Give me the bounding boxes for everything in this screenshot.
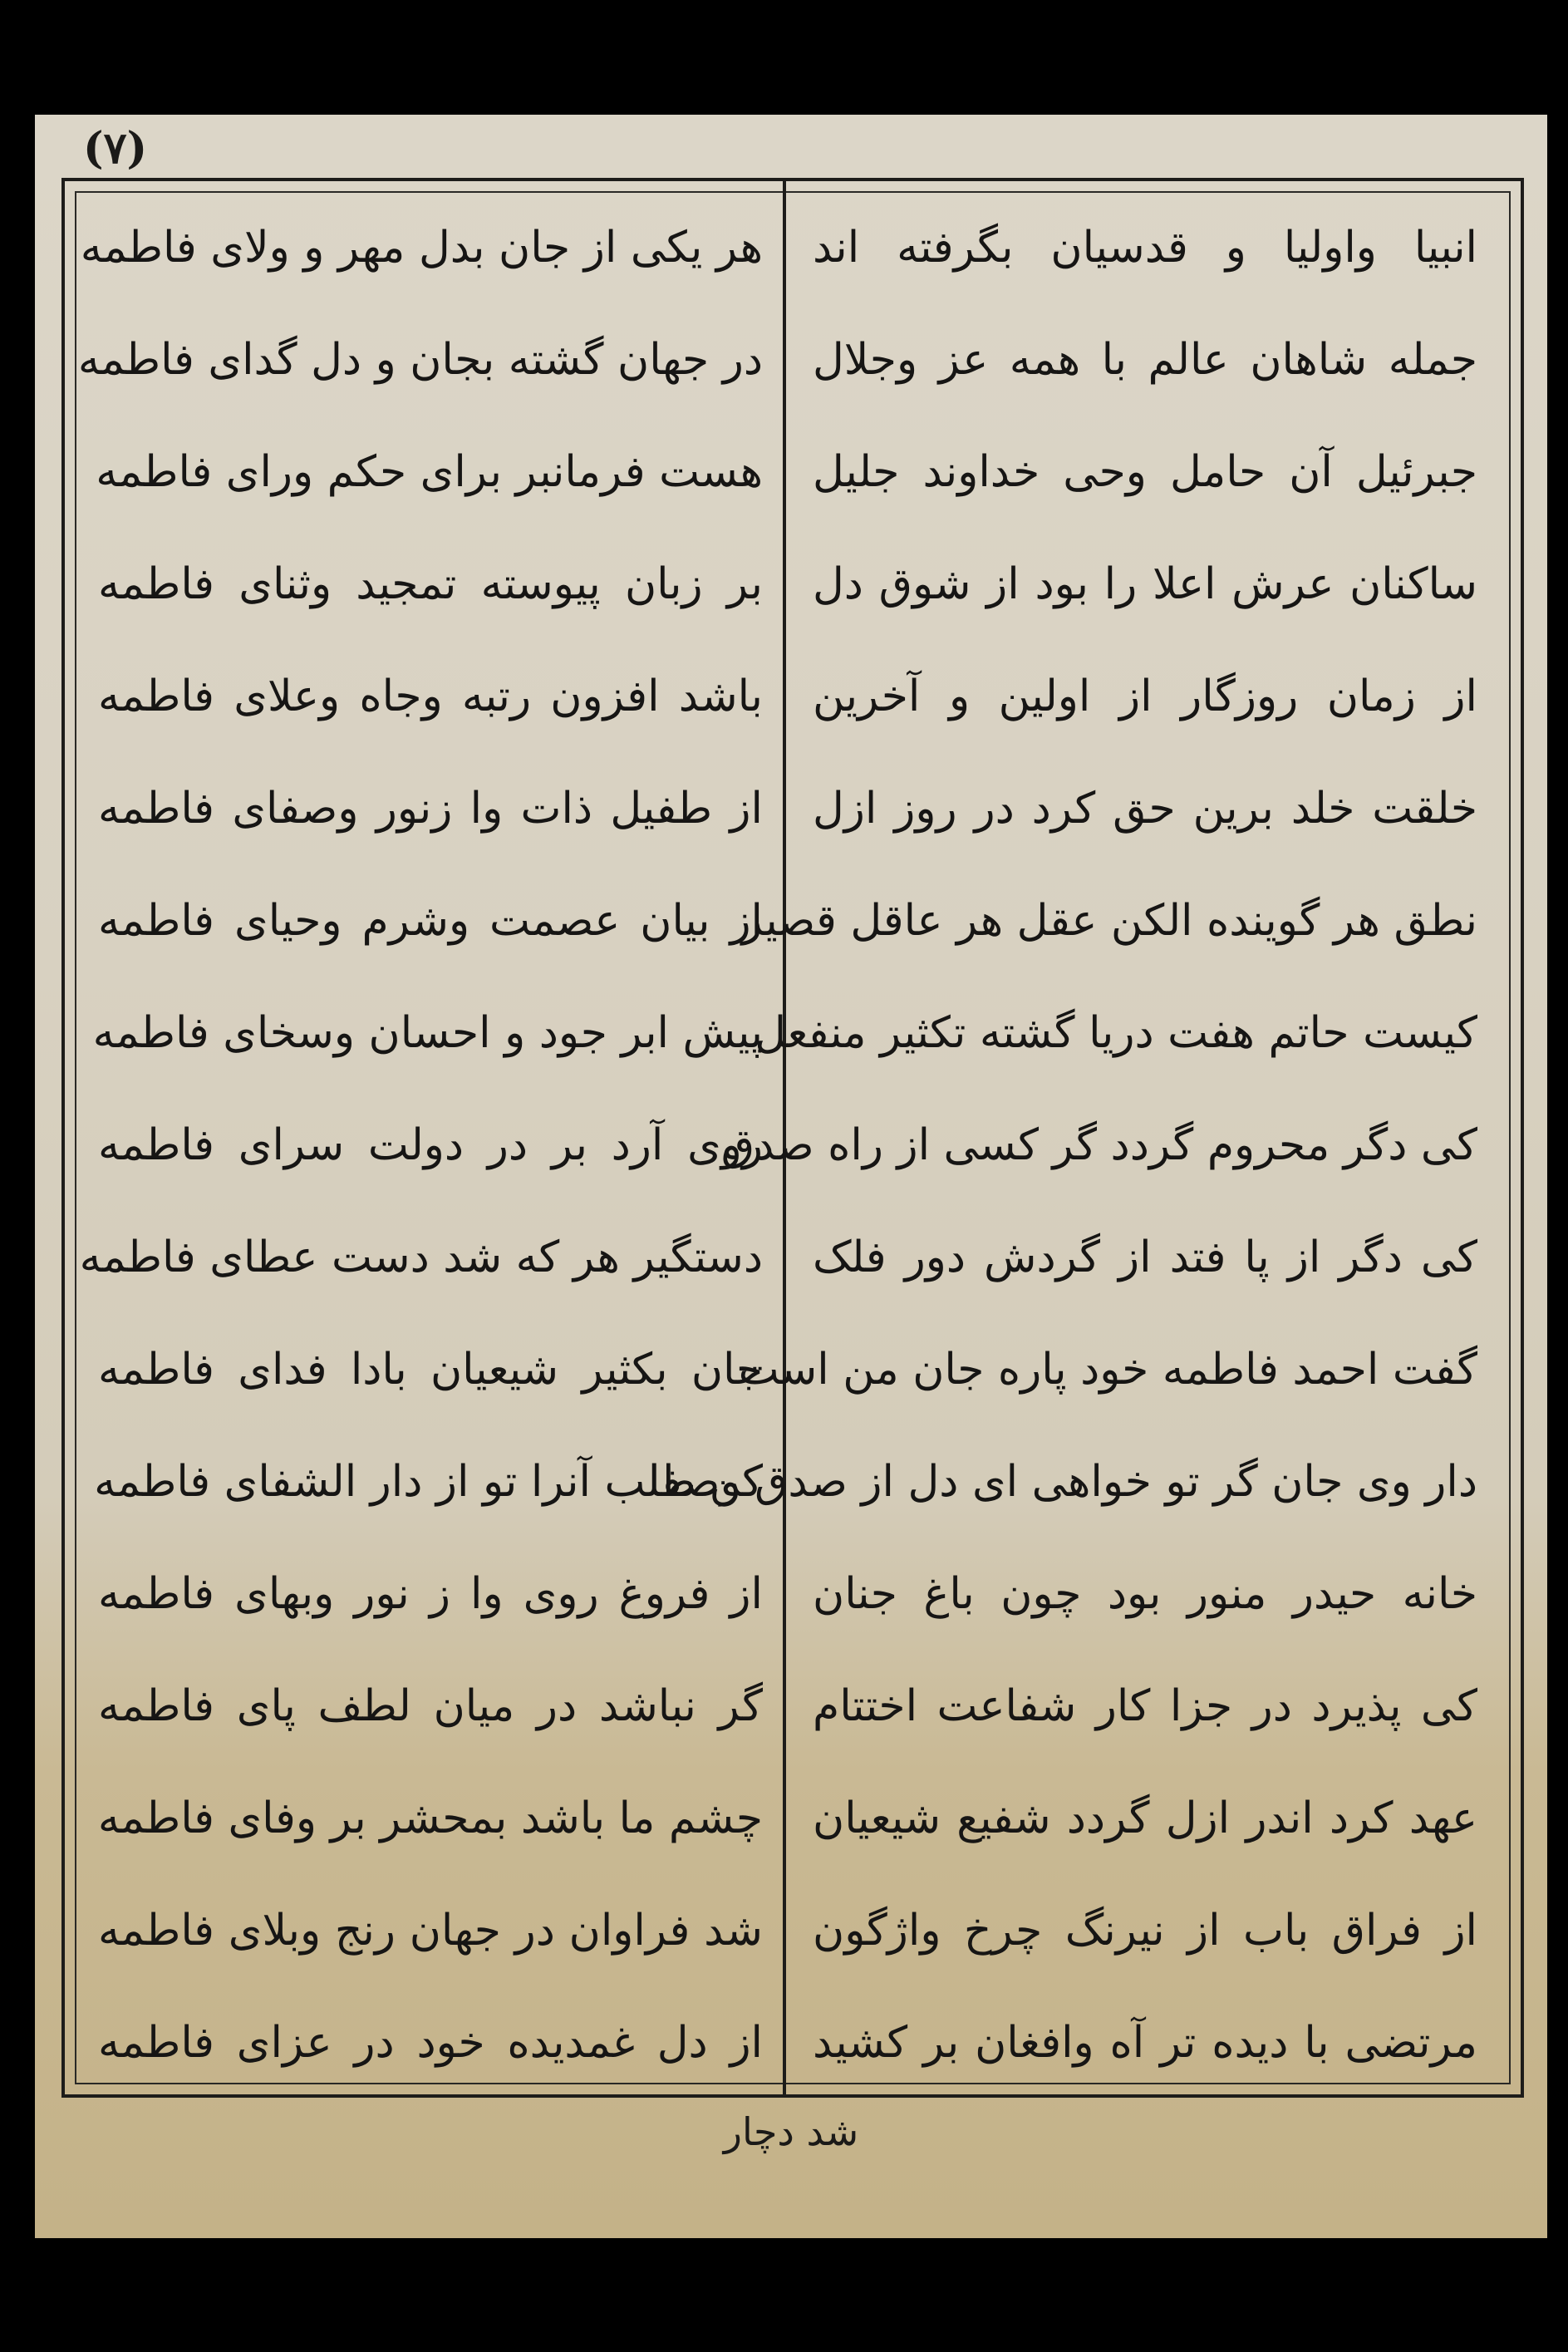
verse-line: گر نباشد در میان لطف پای فاطمه [98,1681,763,1731]
verse-line: انبیا واولیا و قدسیان بگرفته اند [813,223,1477,273]
verse-line: کن طلب آنرا تو از دار الشفای فاطمه [94,1457,763,1507]
verse-line: عهد کرد اندر ازل گردد شفیع شیعیان [813,1794,1477,1843]
book-page [35,115,1547,2238]
verse-line: از طفیل ذات وا زنور وصفای فاطمه [98,784,763,834]
verse-line: نطق هر گوینده الکن عقل هر عاقل قصیر [741,896,1477,946]
verse-line: هست فرمانبر برای حکم ورای فاطمه [96,447,763,497]
verse-line: جمله شاهان عالم با همه عز وجلال [813,335,1477,385]
verse-line: کیست حاتم هفت دریا گشته تکثیر منفعل [755,1008,1477,1058]
verse-line: روی آرد بر در دولت سرای فاطمه [98,1120,763,1170]
verse-line: دستگیر هر که شد دست عطای فاطمه [79,1233,763,1282]
verse-line: جان بکثیر شیعیان بادا فدای فاطمه [98,1345,763,1395]
verse-line: کی پذیرد در جزا کار شفاعت اختتام [813,1681,1477,1731]
verse-line: باشد افزون رتبه وجاه وعلای فاطمه [98,672,763,721]
verse-line: کی دگر محروم گردد گر کسی از راه صدق [720,1120,1477,1170]
catchword: شد دچار [723,2109,859,2154]
left-column [77,214,763,2076]
verse-line: خانه حیدر منور بود چون باغ جنان [813,1569,1477,1619]
verse-line: کی دگر از پا فتد از گردش دور فلک [813,1233,1477,1282]
verse-line: بر زبان پیوسته تمجید وثنای فاطمه [98,559,763,609]
right-column [648,214,1477,2076]
verse-line: پیش ابر جود و احسان وسخای فاطمه [92,1008,763,1058]
verse-line: مرتضی با دیده تر آه وافغان بر کشید [813,2018,1477,2068]
verse-line: از فروغ روی وا ز نور وبهای فاطمه [98,1569,763,1619]
verse-line: از زمان روزگار از اولین و آخرین [813,672,1477,721]
text-frame [61,178,1524,2098]
verse-line: جبرئیل آن حامل وحی خداوند جلیل [813,447,1477,497]
verse-line: دار وی جان گر تو خواهی ای دل از صدق وصفا [648,1457,1477,1507]
page-number: (۷) [83,123,148,174]
verse-line: هر یکی از جان بدل مهر و ولای فاطمه [80,223,763,273]
verse-line: خلقت خلد برین حق کرد در روز ازل [813,784,1477,834]
verse-line: شد فراوان در جهان رنج وبلای فاطمه [98,1906,763,1956]
verse-line: از بیان عصمت وشرم وحیای فاطمه [98,896,763,946]
verse-line: در جهان گشته بجان و دل گدای فاطمه [77,335,763,385]
verse-line: چشم ما باشد بمحشر بر وفای فاطمه [97,1794,763,1843]
verse-line: ساکنان عرش اعلا را بود از شوق دل [813,559,1477,609]
verse-line: گفت احمد فاطمه خود پاره جان من است [738,1345,1477,1395]
verse-line: از فراق باب از نیرنگ چرخ واژگون [813,1906,1477,1956]
verse-line: از دل غمدیده خود در عزای فاطمه [98,2018,763,2068]
